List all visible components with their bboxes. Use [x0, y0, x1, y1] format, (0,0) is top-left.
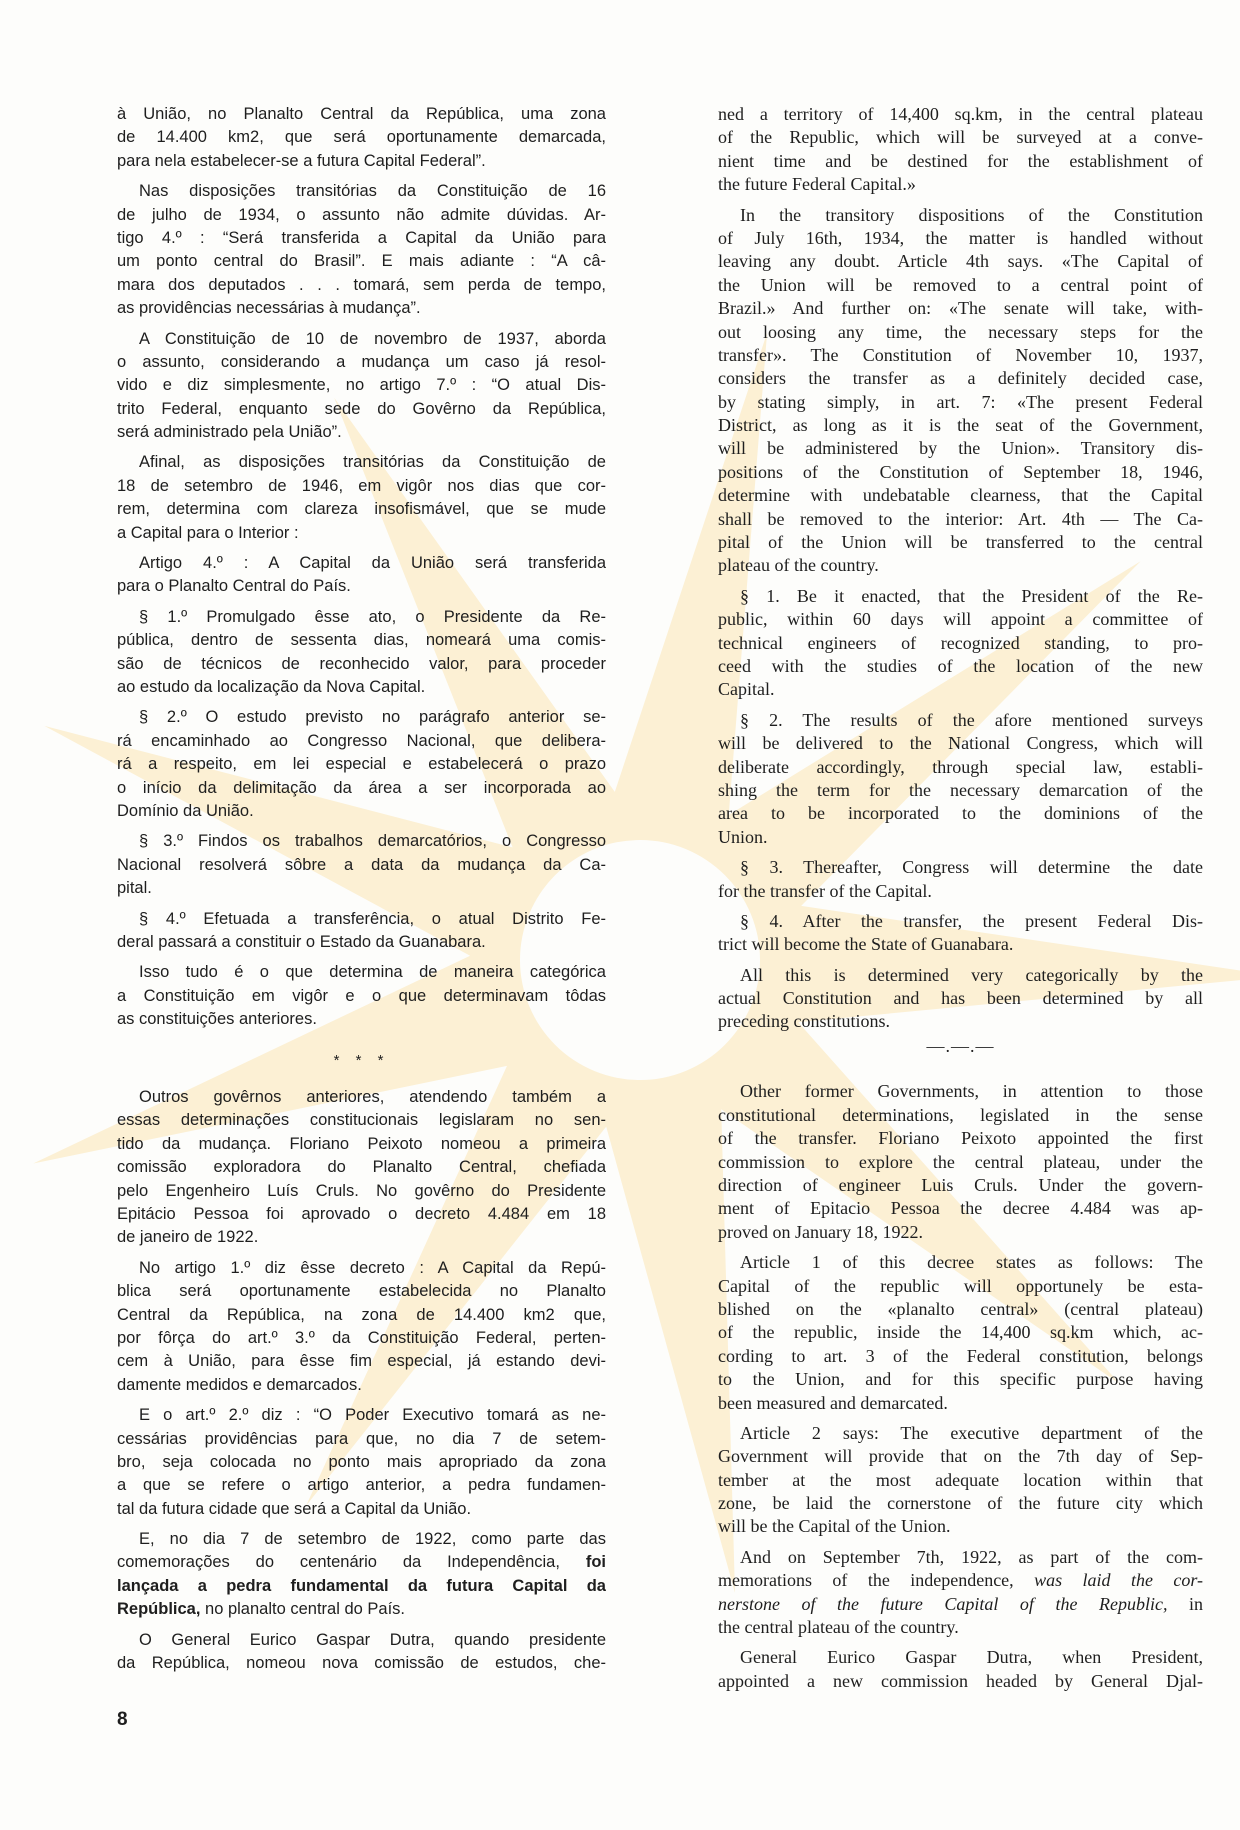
- text-segment: memorations of the independence,: [718, 1570, 1035, 1591]
- text-line: Article 2 says: The executive department of the: [740, 1422, 1203, 1443]
- text-line: [117, 1575, 606, 1598]
- text-line: Union.: [718, 826, 768, 847]
- paragraph: [718, 103, 1203, 197]
- text-line: considers the transfer as a definitely decided case,: [718, 368, 1203, 389]
- paragraph: [117, 830, 606, 900]
- text-line: a Capital para o Interior :: [117, 523, 299, 542]
- text-line: actual Constitution and has been determined by all: [718, 988, 1203, 1009]
- text-line: § 2.º O estudo previsto no parágrafo anterior se-: [139, 708, 606, 727]
- text-line: § 2. The results of the afore mentioned surveys: [740, 709, 1203, 730]
- text-line: been measured and demarcated.: [718, 1392, 948, 1413]
- paragraph: [117, 451, 606, 545]
- italic-text: nerstone of the future Capital of the Republic,: [718, 1593, 1168, 1614]
- text-line: appointed a new commission headed by General Djal-: [718, 1670, 1203, 1691]
- text-line: A Constituição de 10 de novembro de 1937, aborda: [139, 329, 606, 348]
- text-line: pelo Engenheiro Luís Cruls. No govêrno do Presidente: [117, 1181, 606, 1200]
- text-line: In the transitory dispositions of the Constitution: [740, 204, 1203, 225]
- text-line: mara dos deputados . . . tomará, sem perda de tempo,: [117, 275, 606, 294]
- text-line: zone, be laid the cornerstone of the future city which: [718, 1493, 1203, 1514]
- text-line: ned a territory of 14,400 sq.km, in the central plateau: [718, 104, 1203, 124]
- text-line: por fôrça do art.º 3.º da Constituição Federal, perten-: [117, 1328, 606, 1347]
- text-line: determine with undebatable clearness, that the Capital: [718, 485, 1203, 506]
- text-line: da República, nomeou nova comissão de estudos, che-: [117, 1654, 606, 1673]
- bold-text: foi: [585, 1553, 606, 1572]
- paragraph: [117, 328, 606, 445]
- text-line: transfer». The Constitution of November 10, 1937,: [718, 344, 1203, 365]
- text-line: shall be removed to the interior: Art. 4th — The Ca-: [718, 508, 1203, 529]
- paragraph: [117, 103, 606, 173]
- paragraph: [117, 552, 606, 599]
- paragraph: [117, 961, 606, 1031]
- text-line: § 1.º Promulgado êsse ato, o Presidente da Re-: [139, 607, 606, 626]
- text-line: of the Republic, which will be surveyed at a conve-: [718, 127, 1203, 148]
- paragraph: [117, 606, 606, 700]
- portuguese-text-column: [117, 103, 606, 1675]
- text-line: cem à União, para êsse fim especial, já estando devi-: [117, 1352, 606, 1371]
- text-line: shing the term for the necessary demarcation of the: [718, 779, 1203, 800]
- text-line: the central plateau of the country.: [718, 1617, 959, 1638]
- text-line: direction of engineer Luis Cruls. Under the govern-: [718, 1174, 1203, 1195]
- text-line: pública, dentro de sessenta dias, nomeará uma comis-: [117, 631, 606, 650]
- text-segment: comemorações do centenário da Independência,: [117, 1553, 586, 1572]
- text-line: nient time and be destined for the establishment of: [718, 150, 1203, 171]
- text-line: And on September 7th, 1922, as part of the com-: [740, 1546, 1203, 1567]
- text-line: blished on the «planalto central» (central plateau): [718, 1298, 1203, 1319]
- text-line: deral passará a constituir o Estado da Guanabara.: [117, 932, 486, 951]
- text-line: damente medidos e demarcados.: [117, 1375, 362, 1394]
- text-line: [117, 1551, 606, 1574]
- text-line: tigo 4.º : “Será transferida a Capital da União para: [117, 228, 606, 247]
- text-line: a Constituição em vigôr e o que determinavam tôdas: [117, 986, 606, 1005]
- text-line: será administrado pela União”.: [117, 423, 342, 442]
- bold-text: lançada a pedra fundamental da futura Capital da: [117, 1576, 606, 1595]
- section-separator: * * *: [333, 1052, 390, 1070]
- text-line: out loosing any time, the necessary steps for the: [718, 321, 1203, 342]
- text-line: ment of Epitacio Pessoa the decree 4.484 was ap-: [718, 1198, 1203, 1219]
- text-line: O General Eurico Gaspar Dutra, quando presidente: [139, 1630, 606, 1649]
- text-line: as constituições anteriores.: [117, 1010, 317, 1029]
- text-line: Outros govêrnos anteriores, atendendo também a: [139, 1088, 606, 1107]
- bold-text: República,: [117, 1600, 201, 1619]
- paragraph: [718, 1080, 1203, 1244]
- text-line: Other former Governments, in attention to those: [740, 1081, 1203, 1102]
- text-line: a que se refere o artigo anterior, a pedra fundamen-: [117, 1476, 606, 1495]
- text-line: Capital.: [718, 679, 775, 700]
- text-line: rá a respeito, em lei especial e estabelecerá o prazo: [117, 755, 606, 774]
- text-line: Central da República, na zona de 14.400 km2 que,: [117, 1305, 606, 1324]
- text-line: vido e diz simplesmente, no artigo 7.º : “O atual Dis-: [117, 376, 606, 395]
- paragraph: [718, 585, 1203, 702]
- text-line: by stating simply, in art. 7: «The present Federal: [718, 391, 1203, 412]
- text-line: Article 1 of this decree states as follows: The: [740, 1252, 1203, 1273]
- text-line: District, as long as it is the seat of the Government,: [718, 415, 1203, 436]
- text-line: § 4. After the transfer, the present Federal Dis-: [740, 910, 1203, 931]
- paragraph: [117, 706, 606, 823]
- text-line: de 14.400 km2, que será oportunamente demarcada,: [117, 128, 606, 147]
- text-line: cessárias providências para que, no dia 7 de setem-: [117, 1429, 606, 1448]
- text-line: positions of the Constitution of September 18, 1946,: [718, 461, 1203, 482]
- text-line: No artigo 1.º diz êsse decreto : A Capital da Repú-: [139, 1258, 606, 1277]
- text-line: leaving any doubt. Article 4th says. «The Capital of: [718, 251, 1203, 272]
- text-line: de janeiro de 1922.: [117, 1228, 259, 1247]
- text-segment: in: [1167, 1593, 1203, 1614]
- text-line: [718, 1593, 1203, 1616]
- text-line: proved on January 18, 1922.: [718, 1221, 923, 1242]
- text-line: Epitácio Pessoa foi aprovado o decreto 4.484 em 18: [117, 1204, 606, 1223]
- text-line: de julho de 1934, o assunto não admite dúvidas. Ar-: [117, 205, 606, 224]
- text-line: Government will provide that on the 7th day of Sep-: [718, 1446, 1203, 1467]
- text-line: trict will become the State of Guanabara.: [718, 934, 1014, 955]
- text-line: o início da delimitação da área a ser incorporada ao: [117, 778, 606, 797]
- text-segment: no planalto central do País.: [200, 1600, 405, 1619]
- text-line: tal da futura cidade que será a Capital da União.: [117, 1499, 472, 1518]
- text-line: bro, seja colocada no ponto mais apropriado da zona: [117, 1452, 606, 1471]
- page-number: 8: [117, 1709, 128, 1730]
- text-line: essas determinações constitucionais legislaram no sen-: [117, 1111, 606, 1130]
- text-line: plateau of the country.: [718, 555, 879, 576]
- text-line: rá encaminhado ao Congresso Nacional, que delibera-: [117, 731, 606, 750]
- paragraph: [117, 908, 606, 955]
- paragraph: [718, 1251, 1203, 1415]
- text-line: technical engineers of recognized standing, to pro-: [718, 632, 1203, 653]
- text-line: ceed with the studies of the location of the new: [718, 655, 1203, 676]
- paragraph: [718, 1646, 1203, 1693]
- text-line: para nela estabelecer-se a futura Capital Federal”.: [117, 151, 486, 170]
- paragraph: [718, 964, 1203, 1034]
- paragraph: [117, 180, 606, 320]
- text-line: comissão exploradora do Planalto Central, chefiada: [117, 1158, 606, 1177]
- text-line: 18 de setembro de 1946, em vigôr nos dias que cor-: [117, 476, 606, 495]
- text-line: as providências necessárias à mudança”.: [117, 299, 421, 318]
- text-line: All this is determined very categorically by the: [740, 964, 1203, 985]
- text-line: cording to art. 3 of the Federal constitution, belongs: [718, 1345, 1203, 1366]
- text-line: Capital of the republic will opportunely be esta-: [718, 1275, 1203, 1296]
- paragraph: [718, 910, 1203, 957]
- text-line: preceding constitutions.: [718, 1011, 890, 1032]
- text-line: General Eurico Gaspar Dutra, when President,: [740, 1647, 1203, 1668]
- text-line: [718, 1569, 1203, 1592]
- english-text-column: [718, 103, 1203, 1693]
- text-line: public, within 60 days will appoint a committee of: [718, 609, 1203, 630]
- text-line: um ponto central do Brasil”. E mais adiante : “A câ-: [117, 252, 606, 271]
- text-line: são de técnicos de reconhecido valor, para proceder: [117, 654, 606, 673]
- paragraph: [117, 1257, 606, 1397]
- text-line: Nas disposições transitórias da Constituição de 16: [139, 182, 606, 201]
- text-line: commission to explore the central plateau, under the: [718, 1151, 1203, 1172]
- text-line: Afinal, as disposições transitórias da Constituição de: [139, 453, 606, 472]
- text-line: E o art.º 2.º diz : “O Poder Executivo tomará as ne-: [139, 1406, 606, 1425]
- text-line: constitutional determinations, legislated in the sense: [718, 1104, 1203, 1125]
- paragraph: [718, 204, 1203, 578]
- text-line: tember at the most adequate location within that: [718, 1469, 1203, 1490]
- text-line: pital.: [117, 879, 152, 898]
- text-line: § 3.º Findos os trabalhos demarcatórios, o Congresso: [139, 832, 606, 851]
- text-line: § 3. Thereafter, Congress will determine the date: [740, 857, 1203, 878]
- text-line: deliberate accordingly, through special law, establi-: [718, 756, 1203, 777]
- paragraph: [117, 1629, 606, 1676]
- text-line: Isso tudo é o que determina de maneira categórica: [139, 963, 606, 982]
- text-line: § 1. Be it enacted, that the President of the Re-: [740, 585, 1203, 606]
- text-line: will be administered by the Union». Transitory dis-: [718, 438, 1203, 459]
- text-line: E, no dia 7 de setembro de 1922, como parte das: [139, 1530, 606, 1549]
- text-line: area to be incorporated to the dominions of the: [718, 803, 1203, 824]
- text-line: Nacional resolverá sôbre a data da mudança da Ca-: [117, 855, 606, 874]
- text-line: pital of the Union will be transferred to the central: [718, 532, 1203, 553]
- paragraph: [718, 1546, 1203, 1640]
- text-line: à União, no Planalto Central da República, uma zona: [117, 105, 606, 123]
- text-line: tido da mudança. Floriano Peixoto nomeou a primeira: [117, 1134, 606, 1153]
- text-line: will be delivered to the National Congress, which will: [718, 733, 1203, 754]
- text-line: to the Union, and for this specific purpose having: [718, 1369, 1203, 1390]
- text-line: will be the Capital of the Union.: [718, 1516, 951, 1537]
- text-line: ao estudo da localização da Nova Capital.: [117, 677, 426, 696]
- section-separator: —.—.—: [926, 1036, 995, 1057]
- paragraph: [117, 1528, 606, 1622]
- text-line: para o Planalto Central do País.: [117, 577, 351, 596]
- text-line: rem, determina com clareza insofismável, que se mude: [117, 500, 606, 519]
- text-line: of the transfer. Floriano Peixoto appointed the first: [718, 1128, 1203, 1149]
- text-line: for the transfer of the Capital.: [718, 880, 932, 901]
- paragraph: [718, 1422, 1203, 1539]
- paragraph: [117, 1086, 606, 1250]
- text-line: trito Federal, enquanto sede do Govêrno da República,: [117, 399, 606, 418]
- text-line: the future Federal Capital.»: [718, 174, 916, 195]
- paragraph: [718, 856, 1203, 903]
- italic-text: was laid the cor-: [1034, 1570, 1203, 1591]
- text-line: § 4.º Efetuada a transferência, o atual Distrito Fe-: [139, 909, 606, 928]
- text-line: Artigo 4.º : A Capital da União será transferida: [139, 554, 606, 573]
- text-line: Brazil.» And further on: «The senate will take, with-: [718, 298, 1203, 319]
- text-line: Domínio da União.: [117, 801, 254, 820]
- text-line: the Union will be removed to a central point of: [718, 274, 1203, 295]
- text-line: of July 16th, 1934, the matter is handled without: [718, 227, 1203, 248]
- paragraph: [718, 709, 1203, 849]
- text-line: o assunto, considerando a mudança um caso já resol-: [117, 352, 606, 371]
- text-line: blica será oportunamente estabelecida no Planalto: [117, 1282, 606, 1301]
- text-line: [117, 1598, 606, 1621]
- text-line: of the republic, inside the 14,400 sq.km which, ac-: [718, 1322, 1203, 1343]
- paragraph: [117, 1404, 606, 1521]
